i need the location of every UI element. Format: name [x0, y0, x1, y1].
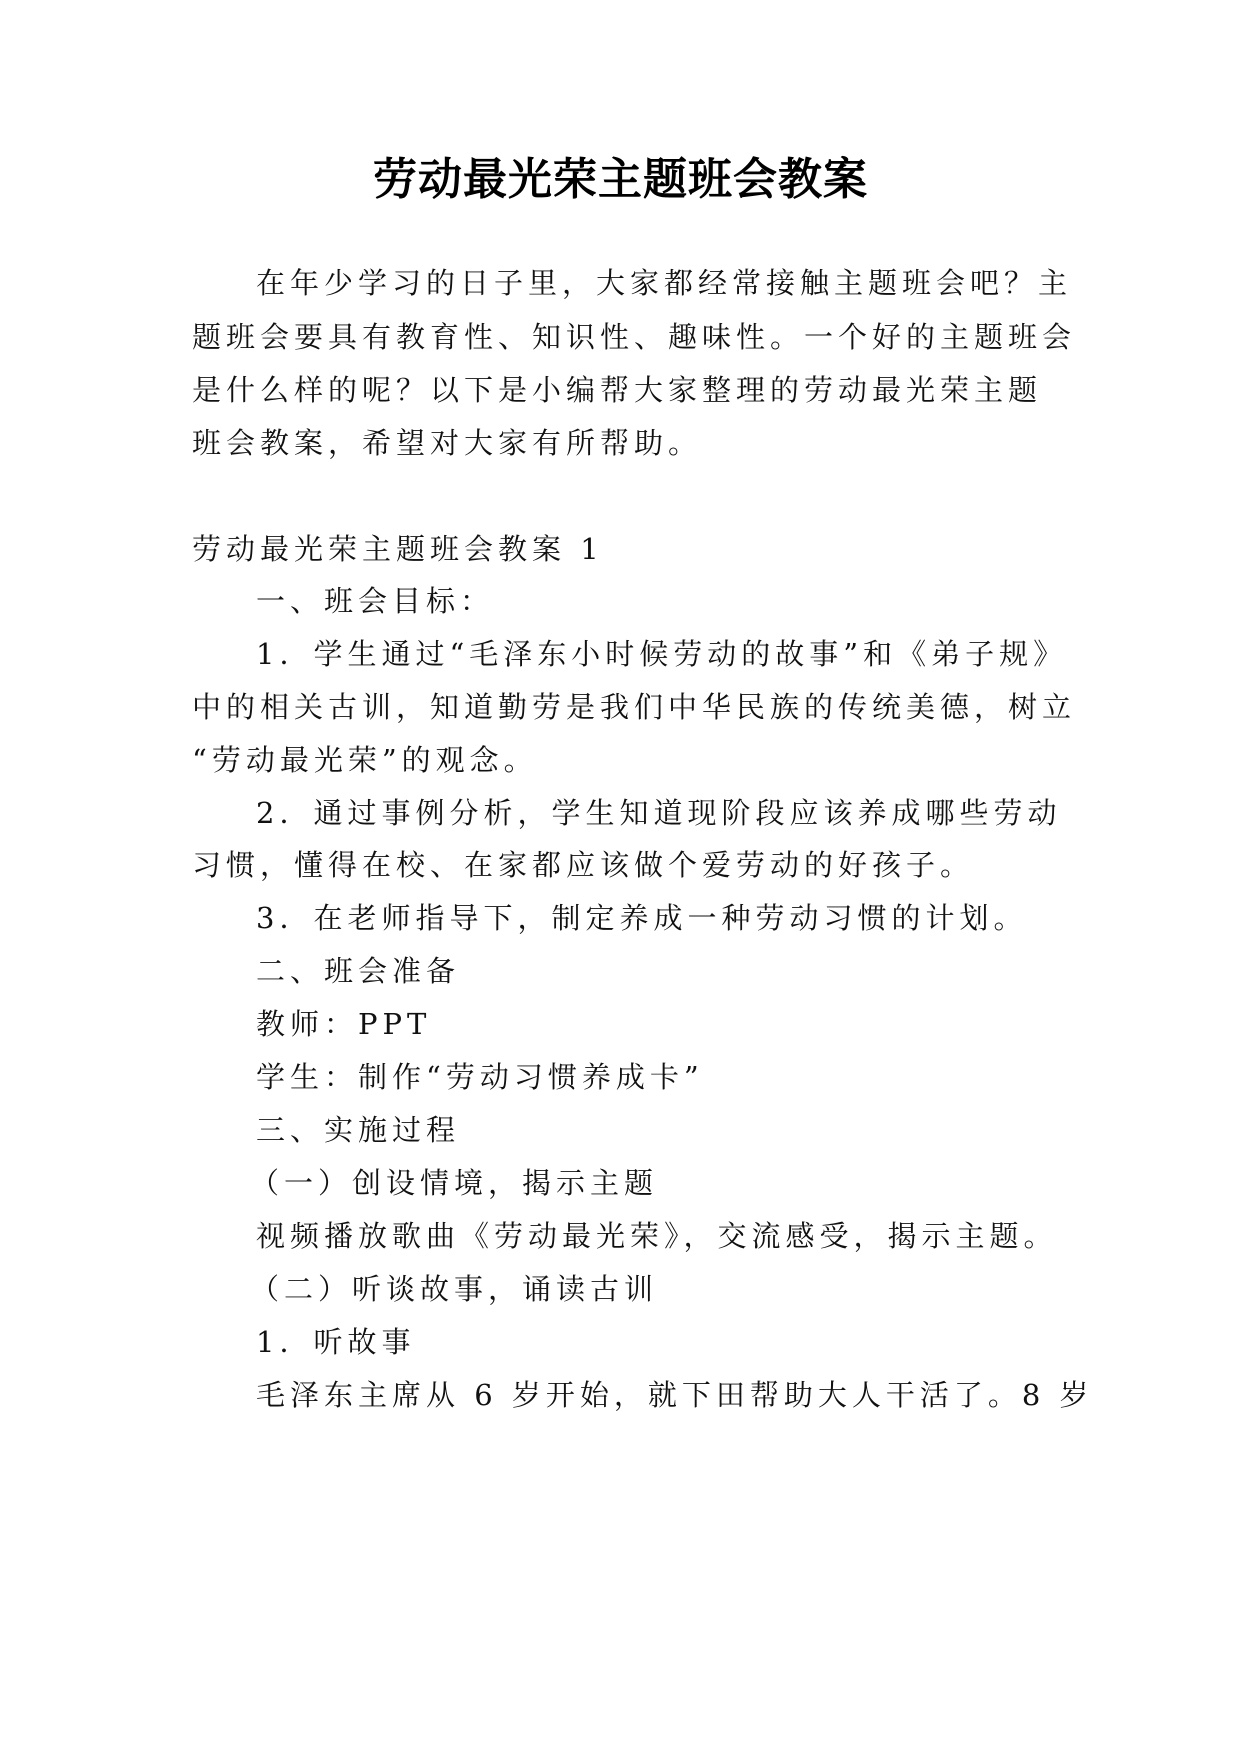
body-line-13: 视频播放歌曲《劳动最光荣》，交流感受，揭示主题。	[256, 1219, 1058, 1253]
intro-line-1: 在年少学习的日子里，大家都经常接触主题班会吧？主	[256, 266, 1073, 300]
body-line-10: 学生：制作“劳动习惯养成卡”	[256, 1060, 704, 1094]
body-line-5: 2．通过事例分析，学生知道现阶段应该养成哪些劳动	[256, 796, 1062, 830]
body-line-9: 教师：PPT	[256, 1007, 432, 1041]
body-line-12: （一）创设情境，揭示主题	[250, 1166, 659, 1200]
intro-line-4: 班会教案，希望对大家有所帮助。	[192, 426, 703, 460]
body-line-6: 习惯，懂得在校、在家都应该做个爱劳动的好孩子。	[192, 848, 975, 882]
body-line-4: “劳动最光荣”的观念。	[192, 743, 538, 777]
body-line-16: 毛泽东主席从 6 岁开始，就下田帮助大人干活了。8 岁	[256, 1378, 1094, 1412]
intro-line-2: 题班会要具有教育性、知识性、趣味性。一个好的主题班会	[192, 320, 1077, 354]
body-line-7: 3．在老师指导下，制定养成一种劳动习惯的计划。	[256, 901, 1028, 935]
document-title: 劳动最光荣主题班会教案	[373, 154, 868, 205]
intro-line-3: 是什么样的呢？以下是小编帮大家整理的劳动最光荣主题	[192, 373, 1043, 407]
body-line-3: 中的相关古训，知道勤劳是我们中华民族的传统美德，树立	[192, 690, 1077, 724]
section-heading: 劳动最光荣主题班会教案 1	[192, 532, 604, 566]
body-line-15: 1．听故事	[256, 1325, 416, 1359]
body-line-1: 一、班会目标：	[256, 584, 495, 618]
body-line-14: （二）听谈故事，诵读古训	[250, 1272, 659, 1306]
body-line-8: 二、班会准备	[256, 954, 461, 988]
body-line-2: 1．学生通过“毛泽东小时候劳动的故事”和《弟子规》	[256, 637, 1068, 671]
body-line-11: 三、实施过程	[256, 1113, 461, 1147]
